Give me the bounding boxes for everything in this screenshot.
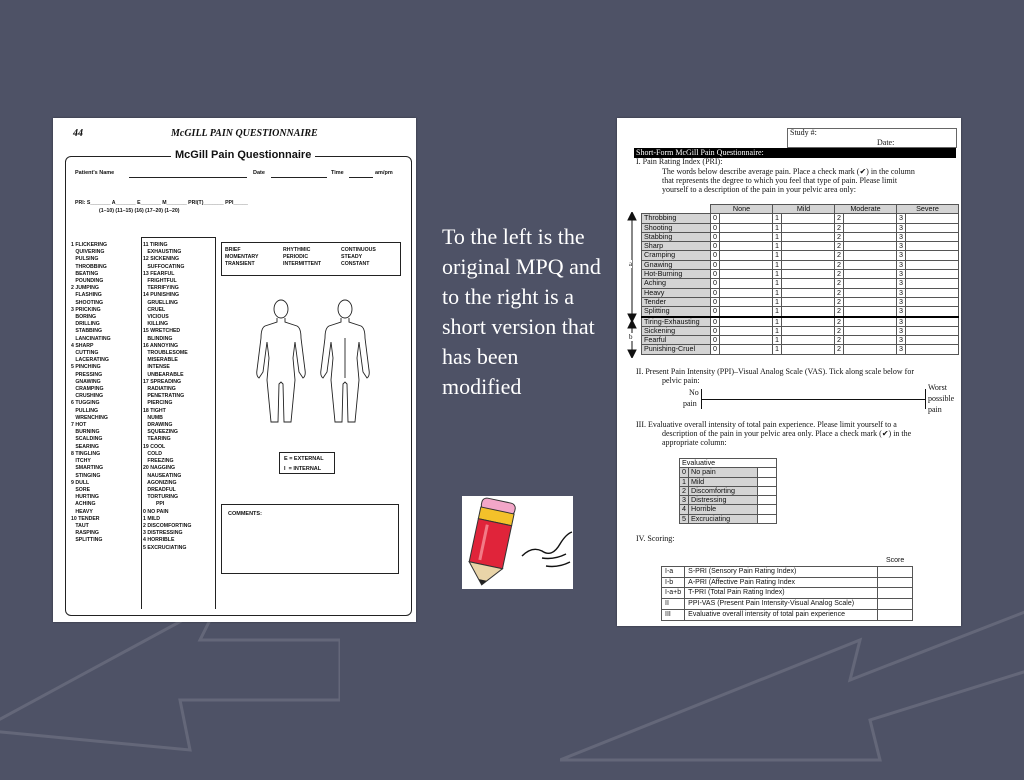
scale-number: 2 [835, 270, 844, 279]
scoring-code: III [662, 609, 685, 620]
scoring-description: A-PRI (Affective Pain Rating Index [685, 577, 878, 588]
scale-number: 1 [773, 260, 782, 269]
pain-row [642, 251, 959, 260]
scoring-row [662, 599, 913, 610]
check-cell[interactable] [758, 468, 777, 477]
scale-number: 3 [897, 223, 906, 232]
pain-descriptor: Tender [642, 297, 711, 306]
scoring-header-row [662, 556, 913, 566]
section-3-line-1: III. Evaluative overall intensity of total pain experience. Please limit yourself to a [636, 420, 897, 429]
scale-number: 3 [897, 242, 906, 251]
column-divider [215, 237, 216, 609]
check-cell[interactable] [906, 214, 959, 223]
check-cell[interactable] [906, 260, 959, 269]
pain-descriptor: Cramping [642, 251, 711, 260]
time-label: Time [331, 170, 344, 176]
date-label: Date [253, 170, 265, 176]
pain-row [642, 326, 959, 335]
scale-number: 3 [897, 317, 906, 327]
date-label: Date: [877, 138, 895, 147]
check-cell[interactable] [782, 297, 835, 306]
pri-row: PRI: S_______ A_______ E_______ M_______ PRI(T)_______ PPI_____ [75, 200, 248, 206]
scale-number: 3 [897, 232, 906, 241]
score-cell[interactable] [878, 577, 913, 588]
evaluative-number: 4 [680, 505, 689, 514]
scale-number: 3 [897, 270, 906, 279]
pain-descriptor: Throbbing [642, 214, 711, 223]
check-cell[interactable] [720, 297, 773, 306]
check-cell[interactable] [906, 242, 959, 251]
page-header: McGILL PAIN QUESTIONNAIRE [171, 128, 318, 139]
external-internal-legend [279, 452, 335, 474]
check-cell[interactable] [844, 336, 897, 345]
scoring-description: Evaluative overall intensity of total pain experience [685, 609, 878, 620]
evaluative-label: Excruciating [689, 514, 758, 523]
descriptor-column-1: 1 FLICKERING QUIVERING PULSING THROBBING BEATING POUNDING 2 JUMPING FLASHING SHOOTING 3 PRICKING BORING DRILLING STABBING LANCINATING 4 SHARP CUTTING LACERATING 5 PINCHING PRESSING GNAWING CRAMPING CRUSHING 6 TUGGING PULLING WRENCHING 7 HOT BURNING SCALDING SEARING 8 TINGLING ITCHY SMARTING STINGING 9 DULL SORE HURTING ACHING HEAVY 10 TENDER TAUT RASPING SPLITTING [71, 242, 111, 544]
scale-number: 1 [773, 232, 782, 241]
scale-number: 2 [835, 307, 844, 317]
scoring-code: I-b [662, 577, 685, 588]
scoring-row [662, 588, 913, 599]
scale-number: 0 [711, 345, 720, 354]
pain-descriptor: Sickening [642, 326, 711, 335]
vas-scale-line[interactable] [701, 399, 925, 400]
scale-number: 1 [773, 251, 782, 260]
scoring-description: T-PRI (Total Pain Rating Index) [685, 588, 878, 599]
scoring-row [662, 566, 913, 577]
column-divider [141, 237, 142, 609]
scale-number: 2 [835, 260, 844, 269]
scale-number: 0 [711, 260, 720, 269]
check-cell[interactable] [906, 279, 959, 288]
check-cell[interactable] [844, 270, 897, 279]
pain-descriptor: Splitting [642, 307, 711, 317]
check-cell[interactable] [720, 270, 773, 279]
pain-row [642, 345, 959, 354]
check-cell[interactable] [758, 505, 777, 514]
scoring-code: II [662, 599, 685, 610]
legend-text: E = EXTERNAL I = INTERNAL [284, 456, 324, 472]
instructions-line-1: The words below describe average pain. Place a check mark (✔) in the column [662, 167, 915, 176]
scale-number: 2 [835, 345, 844, 354]
check-cell[interactable] [720, 317, 773, 327]
evaluative-number: 0 [680, 468, 689, 477]
check-cell[interactable] [720, 326, 773, 335]
col-mild: Mild [773, 205, 835, 214]
check-cell[interactable] [758, 477, 777, 486]
scale-number: 1 [773, 317, 782, 327]
comments-box [221, 504, 399, 574]
scale-number: 2 [835, 317, 844, 327]
pain-descriptor: Hot-Burning [642, 270, 711, 279]
scale-number: 3 [897, 288, 906, 297]
pain-row [642, 297, 959, 306]
check-cell[interactable] [720, 242, 773, 251]
scale-number: 2 [835, 223, 844, 232]
pain-row [642, 260, 959, 269]
pain-descriptor: Gnawing [642, 260, 711, 269]
scale-number: 2 [835, 326, 844, 335]
scale-number: 0 [711, 251, 720, 260]
evaluative-number: 1 [680, 477, 689, 486]
scale-number: 2 [835, 232, 844, 241]
check-cell[interactable] [720, 260, 773, 269]
vas-right-worst: Worst [928, 383, 947, 392]
check-cell[interactable] [782, 251, 835, 260]
caption-text: To the left is the original MPQ and to the right is a short version that has been modified [442, 224, 601, 399]
scale-number: 1 [773, 242, 782, 251]
col-none: None [711, 205, 773, 214]
check-cell[interactable] [758, 486, 777, 495]
short-form-mpq-page [617, 118, 961, 626]
check-cell[interactable] [906, 232, 959, 241]
pain-descriptor: Tiring-Exhausting [642, 317, 711, 327]
check-cell[interactable] [844, 307, 897, 317]
scoring-description: PPI-VAS (Present Pain Intensity-Visual Analog Scale) [685, 599, 878, 610]
check-cell[interactable] [906, 270, 959, 279]
pain-row [642, 317, 959, 327]
scale-number: 1 [773, 336, 782, 345]
check-cell[interactable] [906, 326, 959, 335]
evaluative-label: Discomforting [689, 486, 758, 495]
scale-number: 2 [835, 214, 844, 223]
evaluative-label: Mild [689, 477, 758, 486]
scale-number: 0 [711, 279, 720, 288]
scale-number: 0 [711, 307, 720, 317]
scale-number: 0 [711, 242, 720, 251]
evaluative-row [680, 477, 777, 486]
scale-number: 0 [711, 288, 720, 297]
score-cell[interactable] [878, 609, 913, 620]
check-cell[interactable] [906, 317, 959, 327]
check-cell[interactable] [720, 345, 773, 354]
evaluative-label: Horrible [689, 505, 758, 514]
scale-number: 1 [773, 307, 782, 317]
check-cell[interactable] [844, 214, 897, 223]
check-cell[interactable] [782, 223, 835, 232]
scale-number: 1 [773, 297, 782, 306]
check-cell[interactable] [906, 297, 959, 306]
scale-number: 1 [773, 288, 782, 297]
scale-number: 2 [835, 336, 844, 345]
check-cell[interactable] [782, 270, 835, 279]
empty-cell [662, 556, 685, 566]
scale-number: 0 [711, 326, 720, 335]
check-cell[interactable] [844, 326, 897, 335]
check-cell[interactable] [720, 307, 773, 317]
check-cell[interactable] [906, 307, 959, 317]
scale-number: 3 [897, 279, 906, 288]
patient-name-line [129, 177, 247, 178]
scale-number: 3 [897, 297, 906, 306]
scale-number: 0 [711, 317, 720, 327]
evaluative-number: 3 [680, 496, 689, 505]
scale-number: 2 [835, 297, 844, 306]
check-cell[interactable] [844, 260, 897, 269]
body-diagram-front [251, 298, 311, 426]
pain-descriptor: Sharp [642, 242, 711, 251]
scale-number: 3 [897, 260, 906, 269]
check-cell[interactable] [844, 232, 897, 241]
scale-number: 1 [773, 270, 782, 279]
check-cell[interactable] [844, 297, 897, 306]
pain-descriptor: Aching [642, 279, 711, 288]
descriptor-column-2: 11 TIRING EXHAUSTING 12 SICKENING SUFFOCATING 13 FEARFUL FRIGHTFUL TERRIFYING 14 PUNISHING GRUELLING CRUEL VICIOUS KILLING 15 WRETCHED BLINDING 16 ANNOYING TROUBLESOME MISERABLE INTENSE UNBEARABLE 17 SPREADING RADIATING PENETRATING PIERCING 18 TIGHT NUMB DRAWING SQUEEZING TEARING 19 COOL COLD FREEZING 20 NAGGING NAUSEATING AGONIZING DREADFUL TORTURING PPI 0 NO PAIN 1 MILD 2 DISCOMFORTING 3 DISTRESSING 4 HORRIBLE 5 EXCRUCIATING [143, 242, 192, 551]
section-4-heading: IV. Scoring: [636, 534, 675, 543]
evaluative-label: Distressing [689, 496, 758, 505]
check-cell[interactable] [844, 251, 897, 260]
scoring-code: I-a+b [662, 588, 685, 599]
study-label: Study #: [790, 128, 817, 137]
check-cell[interactable] [782, 279, 835, 288]
pain-row [642, 288, 959, 297]
check-cell[interactable] [720, 336, 773, 345]
scale-number: 3 [897, 326, 906, 335]
column-top-line [141, 237, 215, 238]
scale-number: 0 [711, 297, 720, 306]
pencil-clipart [462, 496, 573, 589]
scale-number: 3 [897, 336, 906, 345]
check-cell[interactable] [844, 242, 897, 251]
vas-right-possible: possible [928, 394, 955, 403]
section-3-line-3: appropriate column: [662, 438, 727, 447]
check-cell[interactable] [906, 251, 959, 260]
check-cell[interactable] [782, 214, 835, 223]
scale-number: 3 [897, 307, 906, 317]
scale-number: 2 [835, 279, 844, 288]
form-title: McGill Pain Questionnaire [171, 149, 315, 161]
time-pattern-col-2: RHYTHMIC PERIODIC INTERMITTENT [283, 247, 322, 268]
section-2-line-2: pelvic pain: [662, 376, 700, 385]
pain-descriptor: Stabbing [642, 232, 711, 241]
original-mpq-page [53, 118, 416, 622]
scale-number: 0 [711, 232, 720, 241]
empty-cell [685, 556, 878, 566]
score-header: Score [886, 557, 905, 564]
scale-number: 0 [711, 214, 720, 223]
scoring-description: S-PRI (Sensory Pain Rating Index) [685, 566, 878, 577]
scale-number: 3 [897, 345, 906, 354]
scoring-row [662, 577, 913, 588]
date-line [271, 177, 327, 178]
evaluative-row [680, 514, 777, 523]
section-2-line-1: II. Present Pain Intensity (PPI)–Visual Analog Scale (VAS). Tick along scale below for [636, 367, 915, 376]
check-cell[interactable] [844, 317, 897, 327]
evaluative-table [679, 458, 777, 524]
scale-number: 1 [773, 279, 782, 288]
check-cell[interactable] [720, 214, 773, 223]
check-cell[interactable] [844, 279, 897, 288]
check-cell[interactable] [782, 326, 835, 335]
check-cell[interactable] [782, 260, 835, 269]
body-diagram-back [315, 298, 375, 426]
score-cell[interactable] [878, 599, 913, 610]
evaluative-number: 5 [680, 514, 689, 523]
time-pattern-col-1: BRIEF MOMENTARY TRANSIENT [225, 247, 259, 268]
pain-descriptor: Punishing-Cruel [642, 345, 711, 354]
check-cell[interactable] [844, 223, 897, 232]
check-cell[interactable] [906, 223, 959, 232]
pain-descriptor: Shooting [642, 223, 711, 232]
instructions-line-2: that represents the degree to which you feel that type of pain. Please limit [662, 176, 898, 185]
scale-number: 3 [897, 251, 906, 260]
vas-left-no: No [689, 388, 699, 397]
vas-scale-end-left [701, 389, 702, 409]
col-severe: Severe [897, 205, 959, 214]
check-cell[interactable] [782, 242, 835, 251]
check-cell[interactable] [782, 336, 835, 345]
check-cell[interactable] [720, 232, 773, 241]
pain-row [642, 242, 959, 251]
check-cell[interactable] [720, 223, 773, 232]
scale-number: 3 [897, 214, 906, 223]
vas-left-pain: pain [683, 399, 697, 408]
pain-row [642, 270, 959, 279]
pain-descriptor: Heavy [642, 288, 711, 297]
evaluative-row [680, 468, 777, 477]
pain-descriptor: Fearful [642, 336, 711, 345]
pain-row [642, 279, 959, 288]
form-title-bar: Short-Form McGill Pain Questionnaire: [634, 148, 956, 158]
scale-number: 1 [773, 345, 782, 354]
check-cell[interactable] [906, 345, 959, 354]
pain-row [642, 307, 959, 317]
evaluative-header: Evaluative [680, 459, 777, 468]
pain-rating-table [641, 204, 959, 355]
check-cell[interactable] [782, 345, 835, 354]
vas-scale-end-right [925, 389, 926, 409]
scoring-row [662, 609, 913, 620]
pain-table-header [642, 205, 959, 214]
scale-number: 2 [835, 288, 844, 297]
evaluative-number: 2 [680, 486, 689, 495]
page-number: 44 [73, 128, 83, 139]
ampm-label: am/pm [375, 170, 393, 176]
group-b-label: b [629, 333, 633, 341]
section-1-heading: I. Pain Rating Index (PRI): [636, 157, 723, 166]
scoring-code: I-a [662, 566, 685, 577]
time-line [349, 177, 373, 178]
pri-ranges: (1–10) (11–15) (16) (17–20) (1–20) [99, 208, 180, 214]
scoring-table [661, 556, 913, 621]
scale-number: 2 [835, 251, 844, 260]
scale-number: 0 [711, 270, 720, 279]
pain-row [642, 232, 959, 241]
group-a-label: a [629, 260, 633, 268]
check-cell[interactable] [720, 279, 773, 288]
check-cell[interactable] [758, 496, 777, 505]
scale-number: 0 [711, 223, 720, 232]
check-cell[interactable] [782, 317, 835, 327]
check-cell[interactable] [782, 307, 835, 317]
instructions-line-3: yourself to a description of the pain in your pelvic area only: [662, 185, 856, 194]
section-3-line-2: description of the pain in your pelvic area only. Place a check mark (✔) in the [662, 429, 912, 438]
pencil-icon [462, 496, 573, 589]
scale-number: 2 [835, 242, 844, 251]
score-cell[interactable] [878, 588, 913, 599]
patient-name-label: Patient's Name [75, 170, 115, 176]
check-cell[interactable] [782, 232, 835, 241]
scale-number: 1 [773, 223, 782, 232]
evaluative-row [680, 505, 777, 514]
score-cell[interactable] [878, 566, 913, 577]
check-cell[interactable] [844, 345, 897, 354]
scale-number: 1 [773, 326, 782, 335]
check-cell[interactable] [906, 288, 959, 297]
check-cell[interactable] [758, 514, 777, 523]
comments-label: COMMENTS: [228, 511, 262, 517]
check-cell[interactable] [720, 288, 773, 297]
check-cell[interactable] [720, 251, 773, 260]
scale-number: 0 [711, 336, 720, 345]
check-cell[interactable] [906, 336, 959, 345]
check-cell[interactable] [782, 288, 835, 297]
time-pattern-col-3: CONTINUOUS STEADY CONSTANT [341, 247, 376, 268]
vas-right-pain: pain [928, 405, 942, 414]
col-moderate: Moderate [835, 205, 897, 214]
pain-row [642, 214, 959, 223]
check-cell[interactable] [844, 288, 897, 297]
pain-row [642, 223, 959, 232]
evaluative-label: No pain [689, 468, 758, 477]
scale-number: 1 [773, 214, 782, 223]
